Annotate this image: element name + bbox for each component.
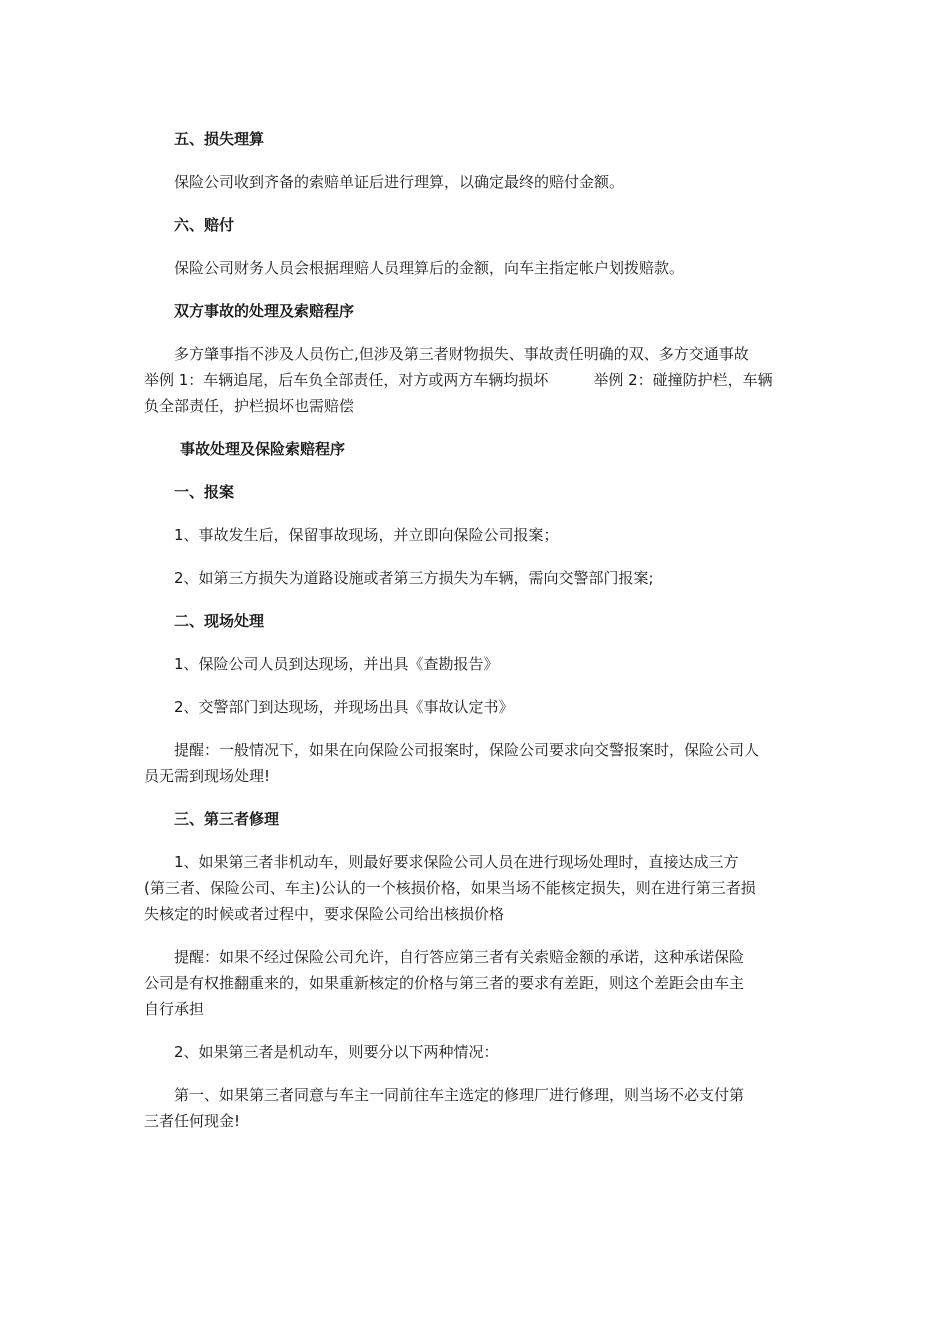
paragraph-line: 1、如果第三者非机动车，则最好要求保险公司人员在进行现场处理时，直接达成三方 [174, 853, 739, 871]
paragraph: 保险公司财务人员会根据理赔人员理算后的金额，向车主指定帐户划拨赔款。 [174, 259, 685, 277]
paragraph: 保险公司收到齐备的索赔单证后进行理算，以确定最终的赔付金额。 [174, 173, 625, 191]
paragraph-line: 自行承担 [144, 1000, 205, 1018]
paragraph-multiline [144, 944, 812, 1022]
section-heading-compensation: 六、赔付 [174, 216, 235, 234]
paragraph-line: 负全部责任，护栏损坏也需赔偿 [144, 397, 355, 415]
paragraph-line: 三者任何现金! [144, 1112, 241, 1130]
paragraph-line: 提醒：如果不经过保险公司允许，自行答应第三者有关索赔金额的承诺，这种承诺保险 [174, 948, 745, 966]
paragraph-multiline [144, 849, 812, 927]
section-heading-report: 一、报案 [174, 483, 235, 501]
paragraph-multiline [144, 341, 812, 419]
paragraph-line: 多方肇事指不涉及人员伤亡,但涉及第三者财物损失、事故责任明确的双、多方交通事故 [174, 345, 749, 363]
paragraph-line: (第三者、保险公司、车主)公认的一个核损价格，如果当场不能核定损失，则在进行第三者损 [144, 879, 756, 897]
paragraph-line: 公司是有权推翻重来的，如果重新核定的价格与第三者的要求有差距，则这个差距会由车主 [144, 974, 745, 992]
paragraph-line: 失核定的时候或者过程中，要求保险公司给出核损价格 [144, 905, 505, 923]
paragraph: 2、交警部门到达现场，并现场出具《事故认定书》 [174, 698, 514, 716]
document-body [144, 126, 812, 1134]
paragraph: 1、事故发生后，保留事故现场，并立即向保险公司报案； [174, 526, 559, 544]
paragraph-line: 提醒：一般情况下，如果在向保险公司报案时，保险公司要求向交警报案时，保险公司人 [174, 741, 760, 759]
section-heading-loss-adjustment: 五、损失理算 [174, 130, 265, 148]
paragraph-line: 员无需到现场处理! [144, 767, 271, 785]
paragraph-multiline [144, 737, 812, 789]
section-heading-accident-claim-procedure: 事故处理及保险索赔程序 [180, 440, 346, 458]
paragraph-multiline [144, 1082, 812, 1134]
section-heading-third-party-repair: 三、第三者修理 [174, 810, 280, 828]
paragraph: 1、保险公司人员到达现场，并出具《查勘报告》 [174, 655, 499, 673]
paragraph: 2、如果第三者是机动车，则要分以下两种情况： [174, 1043, 499, 1061]
section-heading-on-site-handling: 二、现场处理 [174, 612, 265, 630]
section-heading-two-party-accident: 双方事故的处理及索赔程序 [174, 302, 355, 320]
paragraph: 2、如第三方损失为道路设施或者第三方损失为车辆，需向交警部门报案; [174, 569, 654, 587]
paragraph-line: 第一、如果第三者同意与车主一同前往车主选定的修理厂进行修理，则当场不必支付第 [174, 1086, 745, 1104]
paragraph-line: 举例 1：车辆追尾，后车负全部责任，对方或两方车辆均损坏 举例 2：碰撞防护栏，车辆 [144, 371, 773, 389]
